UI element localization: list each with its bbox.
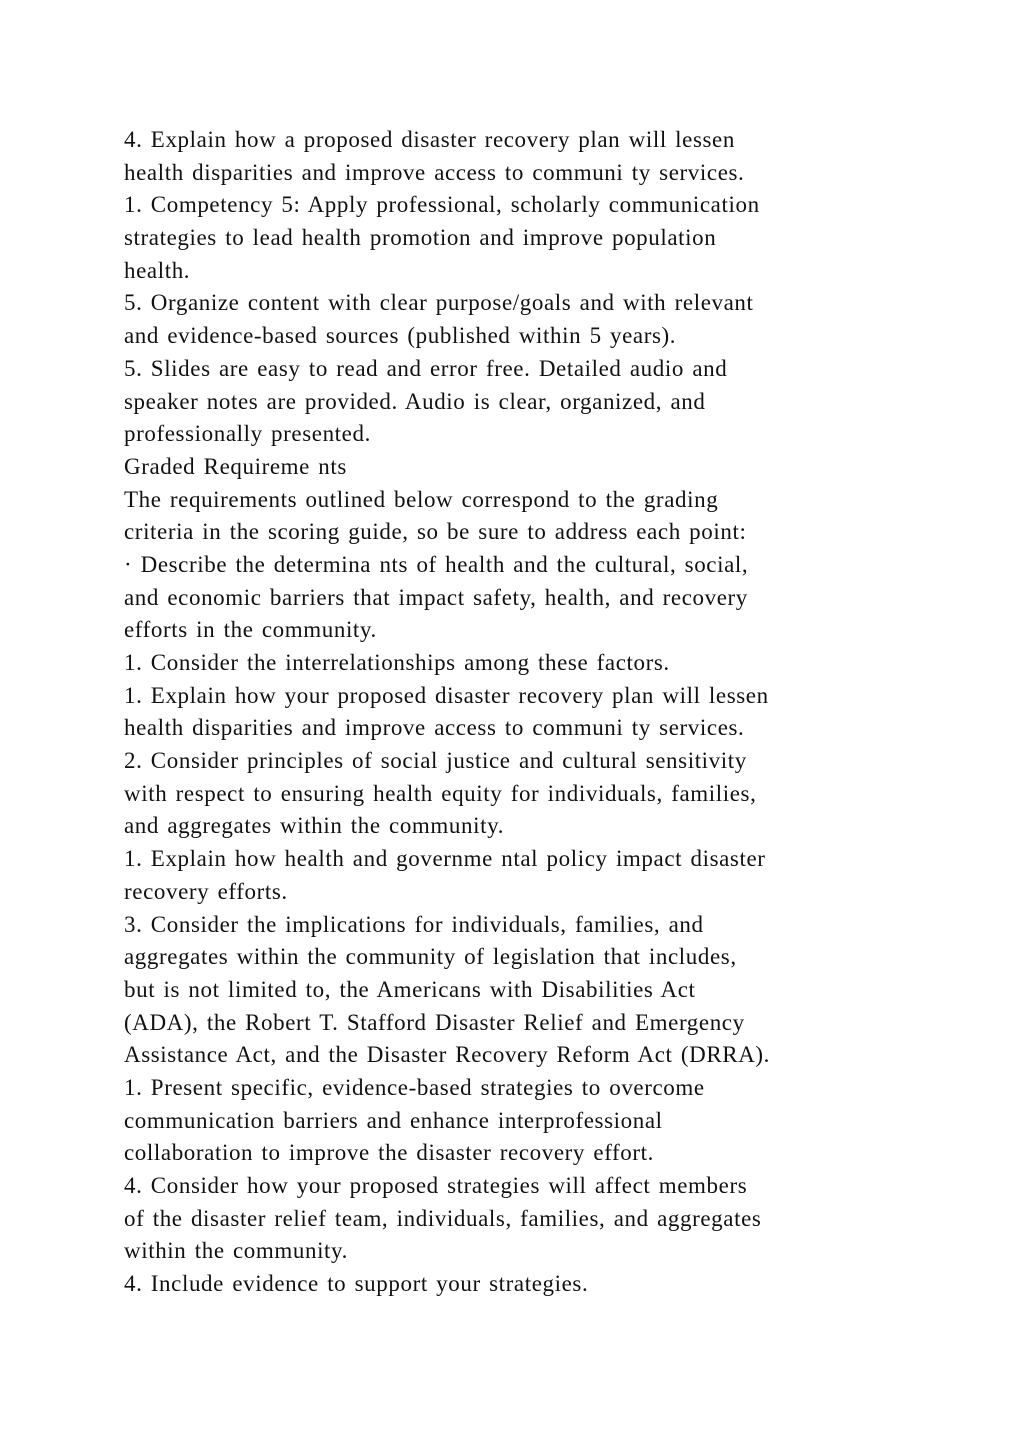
text-line: criteria in the scoring guide, so be sure to address each point:: [124, 519, 747, 545]
text-line: 1. Present specific, evidence-based strategies to overcome: [124, 1074, 705, 1100]
text-line: 4. Explain how a proposed disaster recovery plan will lessen: [124, 127, 735, 152]
text-line: recovery efforts.: [124, 878, 288, 904]
text-line: speaker notes are provided. Audio is clear, organized, and: [124, 388, 706, 414]
text-line: Assistance Act, and the Disaster Recovery Reform Act (DRRA).: [124, 1042, 771, 1068]
text-line: strategies to lead health promotion and improve population: [124, 225, 717, 251]
text-line: The requirements outlined below correspond to the grading: [124, 486, 719, 512]
text-line: and evidence-based sources (published within 5 years).: [124, 323, 677, 349]
text-line: 3. Consider the implications for individuals, families, and: [124, 911, 704, 937]
section-heading: Graded Requireme nts: [124, 453, 347, 479]
text-line: efforts in the community.: [124, 617, 377, 643]
text-line: (ADA), the Robert T. Stafford Disaster Relief and Emergency: [124, 1009, 745, 1035]
text-line: health disparities and improve access to communi ty services.: [124, 159, 745, 185]
text-line: 1. Competency 5: Apply professional, scholarly communication: [124, 192, 760, 218]
text-line: 5. Organize content with clear purpose/goals and with relevant: [124, 290, 754, 316]
text-line: and economic barriers that impact safety, health, and recovery: [124, 584, 748, 610]
text-line: and aggregates within the community.: [124, 813, 505, 839]
text-line: 1. Explain how health and governme ntal policy impact disaster: [124, 846, 766, 872]
text-line: 2. Consider principles of social justice and cultural sensitivity: [124, 748, 747, 774]
text-line: within the community.: [124, 1238, 349, 1264]
text-line: 4. Consider how your proposed strategies will affect members: [124, 1173, 748, 1198]
text-line: 4. Include evidence to support your strategies.: [124, 1271, 589, 1297]
text-line: communication barriers and enhance interprofessional: [124, 1107, 663, 1133]
text-line: but is not limited to, the Americans with Disabilities Act: [124, 976, 696, 1002]
text-line: 5. Slides are easy to read and error free. Detailed audio and: [124, 355, 728, 381]
text-line: aggregates within the community of legislation that includes,: [124, 944, 737, 970]
text-line: health.: [124, 257, 191, 283]
text-line: collaboration to improve the disaster recovery effort.: [124, 1140, 654, 1166]
text-line: 1. Explain how your proposed disaster recovery plan will lessen: [124, 682, 769, 708]
document-body: [124, 124, 914, 1301]
text-line: 1. Consider the interrelationships among these factors.: [124, 650, 670, 675]
text-line: · Describe the determina nts of health and the cultural, social,: [124, 551, 749, 577]
text-line: with respect to ensuring health equity for individuals, families,: [124, 780, 757, 806]
text-line: health disparities and improve access to communi ty services.: [124, 715, 745, 741]
text-line: professionally presented.: [124, 421, 371, 447]
text-line: of the disaster relief team, individuals, families, and aggregates: [124, 1205, 762, 1231]
